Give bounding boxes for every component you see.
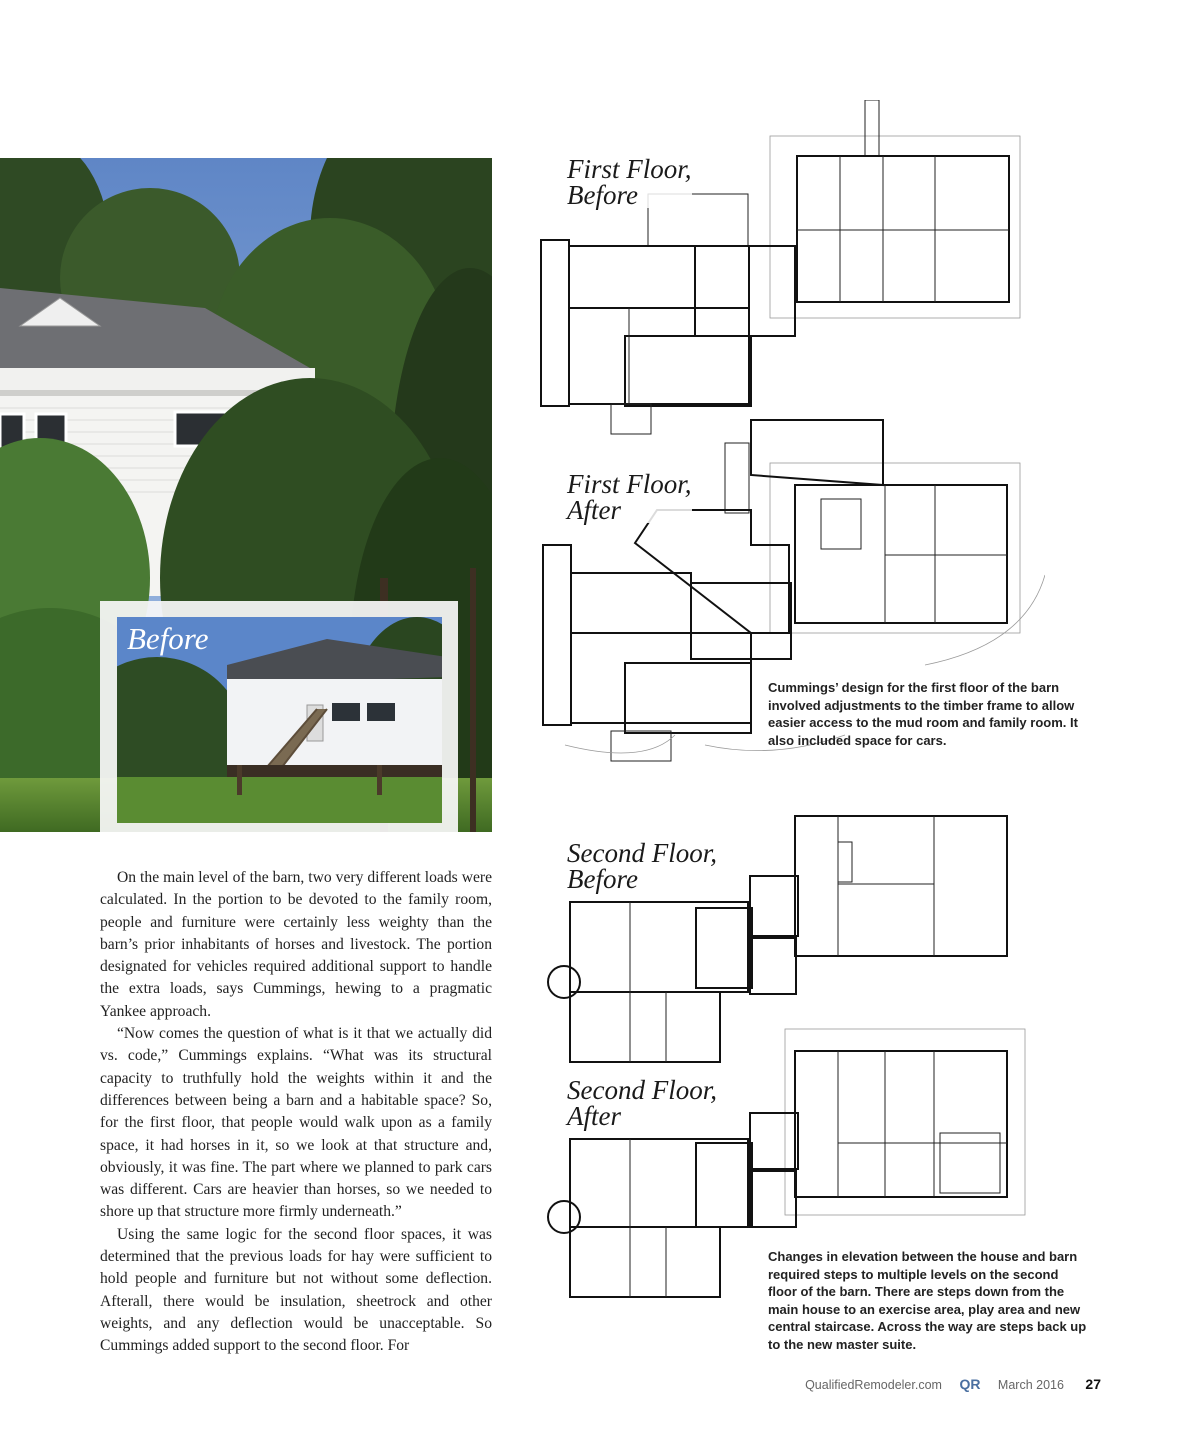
first-floor-after-plan [525, 415, 1078, 770]
before-label: Before [127, 621, 209, 656]
page-footer [805, 1376, 1101, 1392]
second-floor-after-title: Second Floor, After [567, 1075, 717, 1131]
first-floor-before-plan [525, 100, 1025, 435]
before-barn-photo [117, 617, 442, 823]
second-floor-caption: Changes in elevation between the house and barn required steps to multiple levels on the second floor of the barn. There are steps down from the main house to an exercise area, play area and new central staircase. Across the way are steps back up to the new master suite. [768, 1249, 1087, 1352]
first-floor-before-title: First Floor, Before [567, 154, 692, 210]
before-inset-card [100, 601, 458, 832]
first-floor-caption: Cummings’ design for the first floor of the barn involved adjustments to the timber frame to allow easier access to the mud room and family room. It also included space for cars. [768, 680, 1078, 748]
floor-plan-drawing [525, 100, 1025, 435]
article-paragraph: Using the same logic for the second floor spaces, it was determined that the previous loads for hay were sufficient to hold people and furniture but not without some deflection. Afterall, there would be insulation, sheetrock and other weights, and any deflection would be unacceptable. So Cummings added support to the second floor. For [100, 1225, 492, 1355]
page-number: 27 [1085, 1376, 1101, 1392]
article-paragraph: “Now comes the question of what is it that we actually did vs. code,” Cummings explains. “What was its structural capacity to truthfully hold the weights within it and the differences between being a barn and a habitable space? So, for the first floor, that people would walk upon as a family space, it had horses in it, so we look at that structure and, obviously, it was fine. The part where we planned to park cars was different. Cars are heavier than horses, so we needed to shore up that structure more firmly underneath.” [100, 1025, 492, 1221]
footer-brand-logo: QR [959, 1376, 981, 1392]
article-body [100, 867, 492, 1358]
main-photo [0, 158, 492, 832]
footer-date: March 2016 [997, 1378, 1064, 1392]
first-floor-after-title: First Floor, After [567, 469, 692, 525]
second-floor-after-plan [540, 1025, 1087, 1352]
footer-site: QualifiedRemodeler.com [805, 1378, 942, 1392]
second-floor-before-title: Second Floor, Before [567, 838, 717, 894]
article-paragraph: On the main level of the barn, two very different loads were calculated. In the portion to be devoted to the family room, people and furniture were certainly less weighty than the barn’s prior inhabitants of horses and livestock. The portion designated for vehicles required additional support to handle the extra loads, says Cummings, hewing to a pragmatic Yankee approach. [100, 869, 492, 1020]
